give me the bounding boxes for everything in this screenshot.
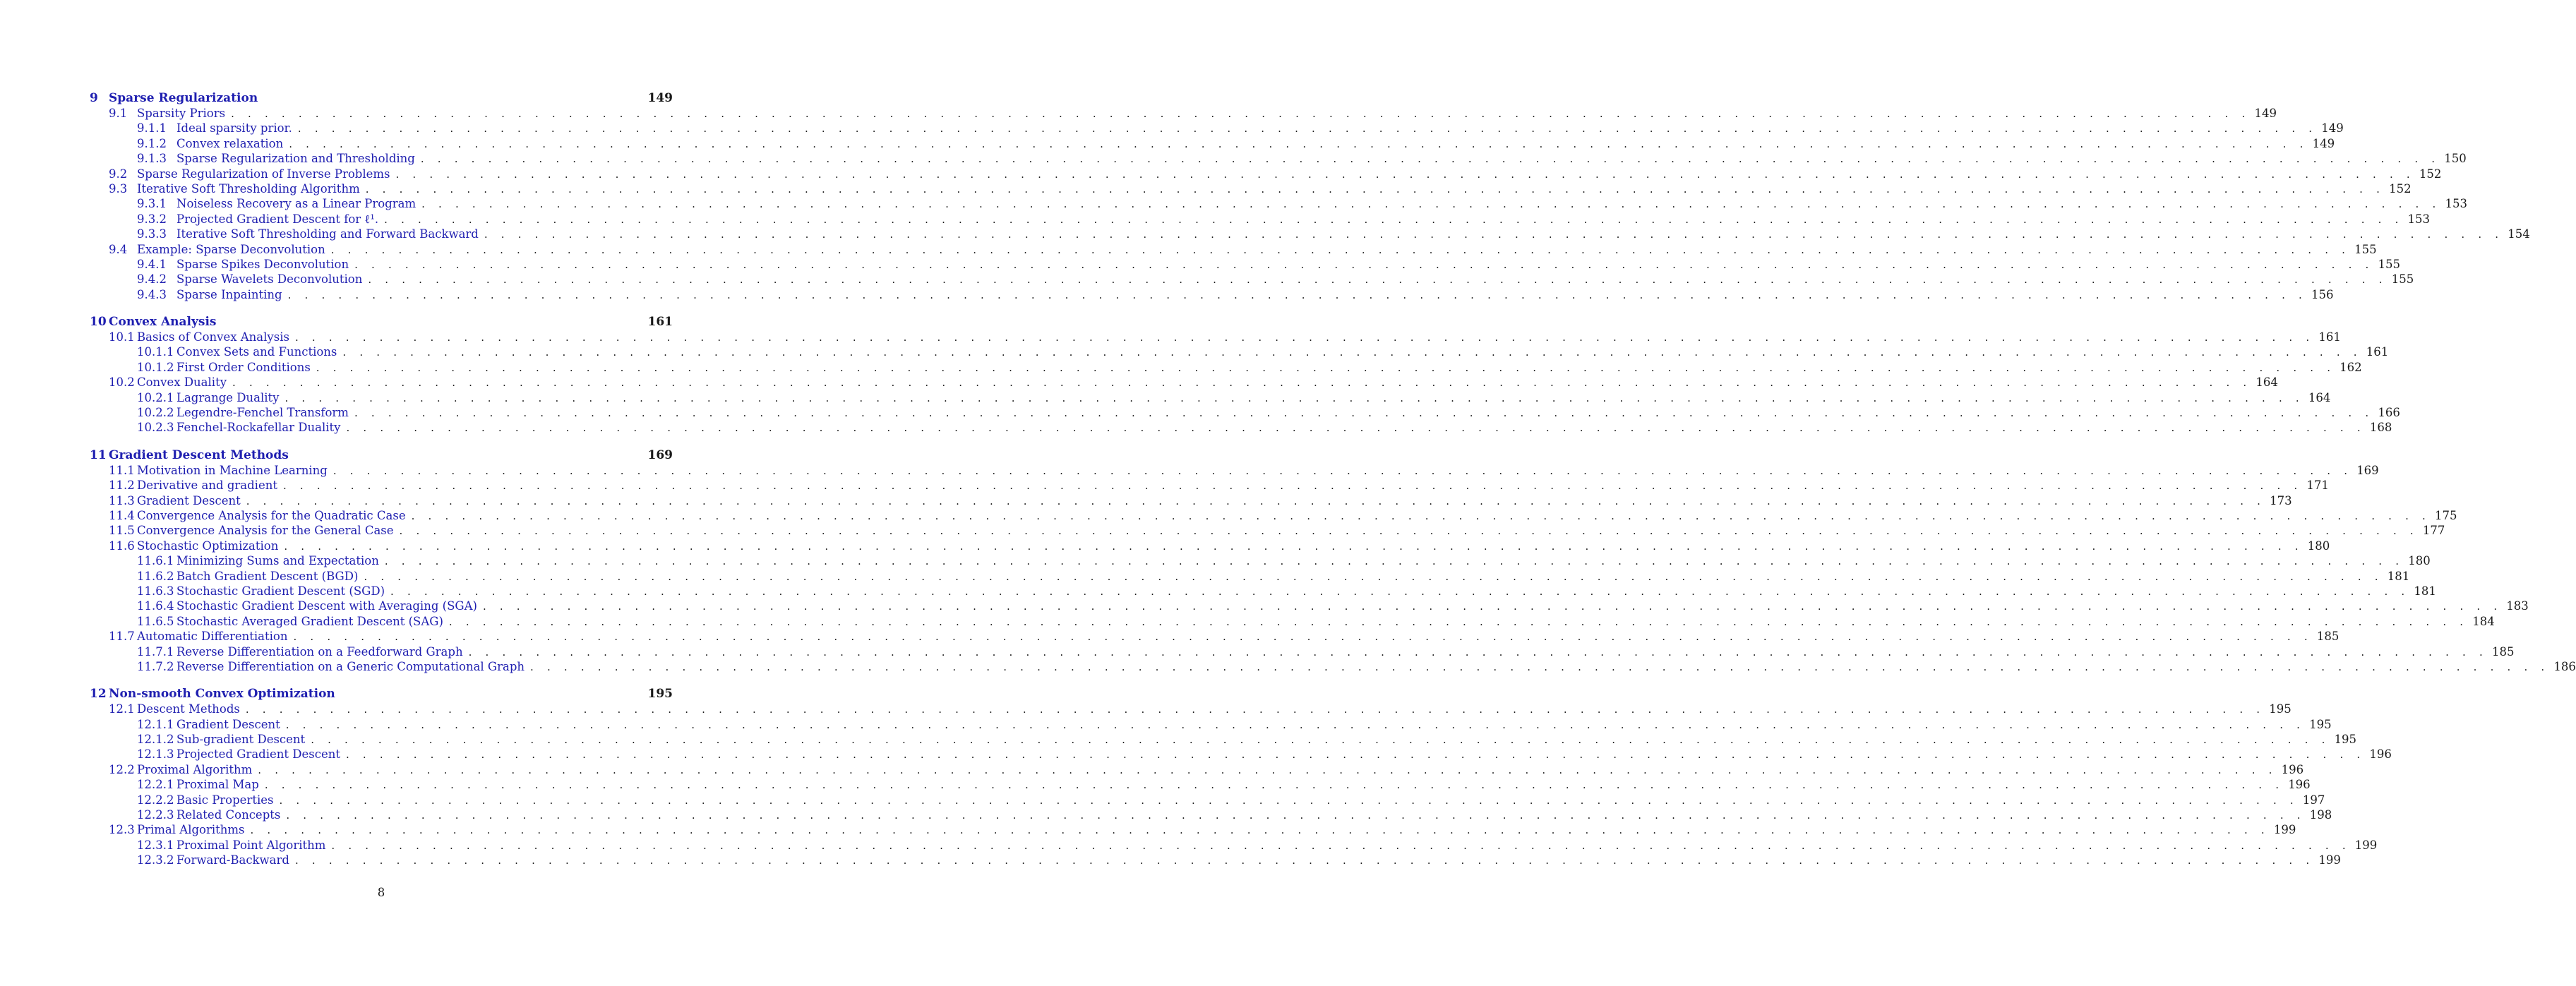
section-page: 185 xyxy=(2316,630,2340,644)
dot-leader: . . . . . . . . . . . . . . . . . . . . . . . . . . . . . . . . . . . . . . . . . . . . . . . . . . . . . . . . . . . . . . . . . . . . . . . . . . . . . . . . . . . . . . . . . . . . . . . . . . . . . . . . . . . . . . . . . . . . . . . . xyxy=(258,763,2277,776)
subsection-page: 153 xyxy=(2445,197,2467,211)
dot-leader: . . . . . . . . . . . . . . . . . . . . . . . . . . . . . . . . . . . . . . . . . . . . . . . . . . . . . . . . . . . . . . . . . . . . . . . . . . . . . . . . . . . . . . . . . . . . . . . . . . . . . . . . . . . . . . . . . . . . . . . . xyxy=(297,122,2318,136)
subsection-page: 156 xyxy=(2311,287,2334,301)
subsection-page: 150 xyxy=(2444,152,2467,166)
subsection-title: Sparse Spikes Deconvolution xyxy=(176,257,349,271)
toc-subsection-entry[interactable] xyxy=(90,599,2529,613)
section-page: 195 xyxy=(2269,702,2292,716)
toc-section-entry[interactable] xyxy=(90,508,2457,523)
subsection-page: 154 xyxy=(2508,227,2530,241)
toc-subsection-entry[interactable] xyxy=(90,717,2332,732)
subsection-title: Projected Gradient Descent xyxy=(176,747,340,762)
dot-leader: . . . . . . . . . . . . . . . . . . . . . . . . . . . . . . . . . . . . . . . . . . . . . . . . . . . . . . . . . . . . . . . . . . . . . . . . . . . . . . . . . . . . . . . . . . . . . . . . . . . . . . . . . . . . . . . . . . . . . . . . xyxy=(342,346,2362,359)
dot-leader: . . . . . . . . . . . . . . . . . . . . . . . . . . . . . . . . . . . . . . . . . . . . . . . . . . . . . . . . . . . . . . . . . . . . . . . . . . . . . . . . . . . . . . . . . . . . . . . . . . . . . . . . . . . . . . . . . . . . . . . . xyxy=(365,182,2385,196)
subsection-page: 195 xyxy=(2334,733,2357,747)
toc-subsection-entry[interactable] xyxy=(90,553,2431,568)
dot-leader: . . . . . . . . . . . . . . . . . . . . . . . . . . . . . . . . . . . . . . . . . . . . . . . . . . . . . . . . . . . . . . . . . . . . . . . . . . . . . . . . . . . . . . . . . . . . . . . . . . . . . . . . . . . . . . . . . . . . . . . . xyxy=(390,584,2410,598)
dot-leader: . . . . . . . . . . . . . . . . . . . . . . . . . . . . . . . . . . . . . . . . . . . . . . . . . . . . . . . . . . . . . . . . . . . . . . . . . . . . . . . . . . . . . . . . . . . . . . . . . . . . . . . . . . . . . . . . . . . . . . . . xyxy=(411,509,2431,522)
toc-subsection-entry[interactable] xyxy=(90,344,2389,359)
subsection-title: Fenchel-Rockafellar Duality xyxy=(176,421,341,435)
subsection-page: 183 xyxy=(2506,599,2529,613)
subsection-number: 11.6.3 xyxy=(137,584,174,598)
section-page: 152 xyxy=(2419,167,2442,181)
subsection-page: 199 xyxy=(2354,838,2378,852)
section-number: 12.1 xyxy=(109,702,135,716)
subsection-number: 10.1.1 xyxy=(137,345,174,359)
subsection-number: 9.3.3 xyxy=(137,227,167,241)
chapter-title: Non-smooth Convex Optimization xyxy=(109,687,335,702)
dot-leader: . . . . . . . . . . . . . . . . . . . . . . . . . . . . . . . . . . . . . . . . . . . . . . . . . . . . . . . . . . . . . . . . . . . . . . . . . . . . . . . . . . . . . . . . . . . . . . . . . . . . . . . . . . . . . . . . . . . . . . . . xyxy=(282,479,2303,493)
section-title: Convex Duality xyxy=(137,375,227,390)
subsection-title: Related Concepts xyxy=(176,808,281,822)
toc-subsection-entry[interactable] xyxy=(90,121,2344,136)
subsection-number: 11.6.5 xyxy=(137,614,174,628)
toc-subsection-entry[interactable] xyxy=(90,659,2576,674)
chapter-number: 12 xyxy=(90,687,107,702)
section-page: 175 xyxy=(2434,508,2457,522)
dot-leader: . . . . . . . . . . . . . . . . . . . . . . . . . . . . . . . . . . . . . . . . . . . . . . . . . . . . . . . . . . . . . . . . . . . . . . . . . . . . . . . . . . . . . . . . . . . . . . . . . . . . . . . . . . . . . . . . . . . . . . . . xyxy=(294,854,2315,867)
section-page: 149 xyxy=(2254,107,2277,120)
toc-chapter-entry[interactable] xyxy=(90,447,673,463)
subsection-title: Iterative Soft Thresholding and Forward Backward xyxy=(176,227,479,241)
section-number: 9.1 xyxy=(109,107,128,120)
dot-leader: . . . . . . . . . . . . . . . . . . . . . . . . . . . . . . . . . . . . . . . . . . . . . . . . . . . . . . . . . . . . . . . . . . . . . . . . . . . . . . . . . . . . . . . . . . . . . . . . . . . . . . . . . . . . . . . . . . . . . . . . xyxy=(384,555,2404,568)
toc-section-entry[interactable] xyxy=(90,242,2377,257)
chapter-page: 161 xyxy=(647,315,673,330)
dot-leader: . . . . . . . . . . . . . . . . . . . . . . . . . . . . . . . . . . . . . . . . . . . . . . . . . . . . . . . . . . . . . . . . . . . . . . . . . . . . . . . . . . . . . . . . . . . . . . . . . . . . . . . . . . . . . . . . . . . . . . . . xyxy=(293,630,2313,644)
subsection-number: 9.4.2 xyxy=(137,272,167,287)
toc-section-entry[interactable] xyxy=(90,762,2304,777)
chapter-title: Sparse Regularization xyxy=(109,91,258,105)
subsection-title: Batch Gradient Descent (BGD) xyxy=(176,569,359,583)
subsection-number: 12.3.2 xyxy=(137,853,174,867)
subsection-number: 12.1.3 xyxy=(137,747,174,762)
toc-subsection-entry[interactable] xyxy=(90,136,2335,151)
subsection-title: Projected Gradient Descent for ℓ¹. xyxy=(176,212,379,226)
section-number: 10.1 xyxy=(109,330,135,344)
toc-subsection-entry[interactable] xyxy=(90,793,2325,807)
subsection-page: 161 xyxy=(2366,345,2389,359)
dot-leader: . . . . . . . . . . . . . . . . . . . . . . . . . . . . . . . . . . . . . . . . . . . . . . . . . . . . . . . . . . . . . . . . . . . . . . . . . . . . . . . . . . . . . . . . . . . . . . . . . . . . . . . . . . . . . . . . . . . . . . . . xyxy=(346,421,2366,435)
subsection-page: 155 xyxy=(2378,257,2400,271)
dot-leader: . . . . . . . . . . . . . . . . . . . . . . . . . . . . . . . . . . . . . . . . . . . . . . . . . . . . . . . . . . . . . . . . . . . . . . . . . . . . . . . . . . . . . . . . . . . . . . . . . . . . . . . . . . . . . . . . . . . . . . . . xyxy=(484,228,2504,241)
subsection-page: 195 xyxy=(2309,717,2332,731)
toc-subsection-entry[interactable] xyxy=(90,584,2436,599)
dot-leader: . . . . . . . . . . . . . . . . . . . . . . . . . . . . . . . . . . . . . . . . . . . . . . . . . . . . . . . . . . . . . . . . . . . . . . . . . . . . . . . . . . . . . . . . . . . . . . . . . . . . . . . . . . . . . . . . . . . . . . . . xyxy=(331,838,2351,852)
toc-chapter-entry[interactable] xyxy=(90,90,673,106)
subsection-title: Proximal Point Algorithm xyxy=(176,838,326,852)
chapter-page: 195 xyxy=(647,687,673,702)
toc-subsection-entry[interactable] xyxy=(90,272,2414,287)
subsection-title: Lagrange Duality xyxy=(176,390,280,404)
dot-leader: . . . . . . . . . . . . . . . . . . . . . . . . . . . . . . . . . . . . . . . . . . . . . . . . . . . . . . . . . . . . . . . . . . . . . . . . . . . . . . . . . . . . . . . . . . . . . . . . . . . . . . . . . . . . . . . . . . . . . . . . xyxy=(286,809,2306,822)
subsection-page: 164 xyxy=(2308,390,2331,404)
dot-leader: . . . . . . . . . . . . . . . . . . . . . . . . . . . . . . . . . . . . . . . . . . . . . . . . . . . . . . . . . . . . . . . . . . . . . . . . . . . . . . . . . . . . . . . . . . . . . . . . . . . . . . . . . . . . . . . . . . . . . . . . xyxy=(448,615,2469,628)
dot-leader: . . . . . . . . . . . . . . . . . . . . . . . . . . . . . . . . . . . . . . . . . . . . . . . . . . . . . . . . . . . . . . . . . . . . . . . . . . . . . . . . . . . . . . . . . . . . . . . . . . . . . . . . . . . . . . . . . . . . . . . . xyxy=(364,570,2383,583)
subsection-number: 9.1.2 xyxy=(137,136,167,150)
dot-leader: . . . . . . . . . . . . . . . . . . . . . . . . . . . . . . . . . . . . . . . . . . . . . . . . . . . . . . . . . . . . . . . . . . . . . . . . . . . . . . . . . . . . . . . . . . . . . . . . . . . . . . . . . . . . . . . . . . . . . . . . xyxy=(530,660,2550,673)
toc-subsection-entry[interactable] xyxy=(90,360,2362,375)
subsection-title: Sparse Regularization and Thresholding xyxy=(176,152,415,166)
subsection-number: 11.7.1 xyxy=(137,644,174,659)
subsection-title: Noiseless Recovery as a Linear Program xyxy=(176,197,417,211)
subsection-number: 9.4.3 xyxy=(137,287,167,301)
subsection-page: 196 xyxy=(2288,778,2311,792)
subsection-page: 149 xyxy=(2312,136,2335,150)
subsection-number: 12.2.2 xyxy=(137,793,174,807)
toc-subsection-entry[interactable] xyxy=(90,196,2467,211)
section-title: Primal Algorithms xyxy=(137,823,245,837)
toc-subsection-entry[interactable] xyxy=(90,838,2378,853)
section-title: Proximal Algorithm xyxy=(137,762,253,776)
toc-section-entry[interactable] xyxy=(90,463,2379,478)
section-page: 152 xyxy=(2389,181,2412,196)
section-page: 164 xyxy=(2256,375,2278,390)
subsection-page: 199 xyxy=(2318,853,2341,867)
dot-leader: . . . . . . . . . . . . . . . . . . . . . . . . . . . . . . . . . . . . . . . . . . . . . . . . . . . . . . . . . . . . . . . . . . . . . . . . . . . . . . . . . . . . . . . . . . . . . . . . . . . . . . . . . . . . . . . . . . . . . . . . xyxy=(316,361,2336,374)
chapter-title: Convex Analysis xyxy=(109,315,217,330)
toc-chapter-entry[interactable] xyxy=(90,314,673,330)
toc-subsection-entry[interactable] xyxy=(90,644,2515,659)
dot-leader: . . . . . . . . . . . . . . . . . . . . . . . . . . . . . . . . . . . . . . . . . . . . . . . . . . . . . . . . . . . . . . . . . . . . . . . . . . . . . . . . . . . . . . . . . . . . . . . . . . . . . . . . . . . . . . . . . . . . . . . . xyxy=(246,494,2266,507)
toc-subsection-entry[interactable] xyxy=(90,777,2311,792)
dot-leader: . . . . . . . . . . . . . . . . . . . . . . . . . . . . . . . . . . . . . . . . . . . . . . . . . . . . . . . . . . . . . . . . . . . . . . . . . . . . . . . . . . . . . . . . . . . . . . . . . . . . . . . . . . . . . . . . . . . . . . . . xyxy=(421,198,2441,211)
subsection-page: 162 xyxy=(2340,360,2362,374)
subsection-number: 9.3.1 xyxy=(137,197,167,211)
subsection-number: 12.3.1 xyxy=(137,838,174,852)
dot-leader: . . . . . . . . . . . . . . . . . . . . . . . . . . . . . . . . . . . . . . . . . . . . . . . . . . . . . . . . . . . . . . . . . . . . . . . . . . . . . . . . . . . . . . . . . . . . . . . . . . . . . . . . . . . . . . . . . . . . . . . . xyxy=(420,152,2440,166)
dot-leader: . . . . . . . . . . . . . . . . . . . . . . . . . . . . . . . . . . . . . . . . . . . . . . . . . . . . . . . . . . . . . . . . . . . . . . . . . . . . . . . . . . . . . . . . . . . . . . . . . . . . . . . . . . . . . . . . . . . . . . . . xyxy=(232,376,2252,390)
subsection-title: Forward-Backward xyxy=(176,853,289,867)
section-number: 9.2 xyxy=(109,167,128,181)
subsection-title: Stochastic Gradient Descent (SGD) xyxy=(176,584,385,598)
subsection-title: Reverse Differentiation on a Generic Computational Graph xyxy=(176,659,525,673)
subsection-page: 186 xyxy=(2553,659,2576,673)
subsection-page: 155 xyxy=(2391,272,2414,287)
section-number: 12.3 xyxy=(109,823,135,837)
subsection-title: Ideal sparsity prior. xyxy=(176,121,292,136)
subsection-page: 184 xyxy=(2472,614,2495,628)
subsection-number: 9.3.2 xyxy=(137,212,167,226)
section-title: Sparse Regularization of Inverse Problems xyxy=(137,167,390,181)
dot-leader: . . . . . . . . . . . . . . . . . . . . . . . . . . . . . . . . . . . . . . . . . . . . . . . . . . . . . . . . . . . . . . . . . . . . . . . . . . . . . . . . . . . . . . . . . . . . . . . . . . . . . . . . . . . . . . . . . . . . . . . . xyxy=(482,600,2503,613)
toc-chapter-block xyxy=(90,447,2576,674)
dot-leader: . . . . . . . . . . . . . . . . . . . . . . . . . . . . . . . . . . . . . . . . . . . . . . . . . . . . . . . . . . . . . . . . . . . . . . . . . . . . . . . . . . . . . . . . . . . . . . . . . . . . . . . . . . . . . . . . . . . . . . . . xyxy=(399,524,2419,538)
subsection-number: 9.1.1 xyxy=(137,121,167,136)
section-page: 199 xyxy=(2273,823,2296,837)
toc-subsection-entry[interactable] xyxy=(90,747,2392,762)
subsection-title: Stochastic Averaged Gradient Descent (SAG) xyxy=(176,614,443,628)
section-title: Stochastic Optimization xyxy=(137,539,279,553)
toc-subsection-entry[interactable] xyxy=(90,569,2410,584)
subsection-title: Convex Sets and Functions xyxy=(176,345,337,359)
section-page: 155 xyxy=(2354,242,2377,256)
subsection-page: 198 xyxy=(2309,808,2332,822)
subsection-number: 10.2.1 xyxy=(137,390,174,404)
toc-subsection-entry[interactable] xyxy=(90,614,2495,629)
toc-subsection-entry[interactable] xyxy=(90,257,2400,272)
subsection-number: 12.1.1 xyxy=(137,717,174,731)
subsection-page: 153 xyxy=(2407,212,2431,226)
subsection-title: Reverse Differentiation on a Feedforward Graph xyxy=(176,644,463,659)
section-page: 173 xyxy=(2270,493,2292,507)
dot-leader: . . . . . . . . . . . . . . . . . . . . . . . . . . . . . . . . . . . . . . . . . . . . . . . . . . . . . . . . . . . . . . . . . . . . . . . . . . . . . . . . . . . . . . . . . . . . . . . . . . . . . . . . . . . . . . . . . . . . . . . . xyxy=(354,407,2374,420)
toc-section-entry[interactable] xyxy=(90,539,2330,553)
section-page: 169 xyxy=(2356,463,2379,477)
subsection-title: Sparse Inpainting xyxy=(176,287,282,301)
section-page: 177 xyxy=(2422,524,2445,538)
subsection-page: 181 xyxy=(2414,584,2436,598)
toc-chapter-block xyxy=(90,686,2392,867)
section-title: Convergence Analysis for the Quadratic Case xyxy=(137,508,406,522)
section-number: 11.6 xyxy=(109,539,135,553)
toc-section-entry[interactable] xyxy=(90,106,2277,121)
toc-chapter-entry[interactable] xyxy=(90,686,673,702)
subsection-title: Legendre-Fenchel Transform xyxy=(176,406,349,420)
chapter-number: 11 xyxy=(90,447,107,462)
section-number: 10.2 xyxy=(109,375,135,390)
subsection-number: 10.2.2 xyxy=(137,406,174,420)
dot-leader: . . . . . . . . . . . . . . . . . . . . . . . . . . . . . . . . . . . . . . . . . . . . . . . . . . . . . . . . . . . . . . . . . . . . . . . . . . . . . . . . . . . . . . . . . . . . . . . . . . . . . . . . . . . . . . . . . . . . . . . . xyxy=(245,703,2265,716)
subsection-number: 11.6.4 xyxy=(137,599,174,613)
chapter-title: Gradient Descent Methods xyxy=(109,447,289,462)
section-number: 11.7 xyxy=(109,630,135,644)
toc-subsection-entry[interactable] xyxy=(90,405,2400,420)
subsection-page: 166 xyxy=(2378,406,2400,420)
subsection-page: 149 xyxy=(2321,121,2344,136)
subsection-number: 11.6.2 xyxy=(137,569,174,583)
dot-leader: . . . . . . . . . . . . . . . . . . . . . . . . . . . . . . . . . . . . . . . . . . . . . . . . . . . . . . . . . . . . . . . . . . . . . . . . . . . . . . . . . . . . . . . . . . . . . . . . . . . . . . . . . . . . . . . . . . . . . . . . xyxy=(264,778,2284,792)
toc-section-entry[interactable] xyxy=(90,493,2292,508)
subsection-title: First Order Conditions xyxy=(176,360,311,374)
subsection-number: 10.1.2 xyxy=(137,360,174,374)
dot-leader: . . . . . . . . . . . . . . . . . . . . . . . . . . . . . . . . . . . . . . . . . . . . . . . . . . . . . . . . . . . . . . . . . . . . . . . . . . . . . . . . . . . . . . . . . . . . . . . . . . . . . . . . . . . . . . . . . . . . . . . . xyxy=(384,212,2404,226)
dot-leader: . . . . . . . . . . . . . . . . . . . . . . . . . . . . . . . . . . . . . . . . . . . . . . . . . . . . . . . . . . . . . . . . . . . . . . . . . . . . . . . . . . . . . . . . . . . . . . . . . . . . . . . . . . . . . . . . . . . . . . . . xyxy=(333,464,2353,477)
subsection-number: 11.7.2 xyxy=(137,659,174,673)
toc-section-entry[interactable] xyxy=(90,330,2341,344)
subsection-page: 185 xyxy=(2491,644,2515,659)
subsection-number: 12.1.2 xyxy=(137,733,174,747)
section-title: Gradient Descent xyxy=(137,493,241,507)
section-title: Derivative and gradient xyxy=(137,479,277,493)
toc-subsection-entry[interactable] xyxy=(90,420,2392,435)
section-number: 12.2 xyxy=(109,762,135,776)
subsection-number: 10.2.3 xyxy=(137,421,174,435)
subsection-number: 12.2.1 xyxy=(137,778,174,792)
toc-subsection-entry[interactable] xyxy=(90,227,2530,241)
subsection-title: Gradient Descent xyxy=(176,717,280,731)
page-number: 8 xyxy=(377,886,385,899)
section-title: Example: Sparse Deconvolution xyxy=(137,242,325,256)
dot-leader: . . . . . . . . . . . . . . . . . . . . . . . . . . . . . . . . . . . . . . . . . . . . . . . . . . . . . . . . . . . . . . . . . . . . . . . . . . . . . . . . . . . . . . . . . . . . . . . . . . . . . . . . . . . . . . . . . . . . . . . . xyxy=(287,288,2307,301)
chapter-number: 9 xyxy=(90,91,98,105)
section-number: 11.2 xyxy=(109,479,135,493)
table-of-contents xyxy=(90,90,2576,880)
dot-leader: . . . . . . . . . . . . . . . . . . . . . . . . . . . . . . . . . . . . . . . . . . . . . . . . . . . . . . . . . . . . . . . . . . . . . . . . . . . . . . . . . . . . . . . . . . . . . . . . . . . . . . . . . . . . . . . . . . . . . . . . xyxy=(395,167,2415,181)
dot-leader: . . . . . . . . . . . . . . . . . . . . . . . . . . . . . . . . . . . . . . . . . . . . . . . . . . . . . . . . . . . . . . . . . . . . . . . . . . . . . . . . . . . . . . . . . . . . . . . . . . . . . . . . . . . . . . . . . . . . . . . . xyxy=(345,748,2366,762)
subsection-page: 196 xyxy=(2369,747,2392,762)
dot-leader: . . . . . . . . . . . . . . . . . . . . . . . . . . . . . . . . . . . . . . . . . . . . . . . . . . . . . . . . . . . . . . . . . . . . . . . . . . . . . . . . . . . . . . . . . . . . . . . . . . . . . . . . . . . . . . . . . . . . . . . . xyxy=(250,824,2270,837)
subsection-number: 9.1.3 xyxy=(137,152,167,166)
subsection-title: Proximal Map xyxy=(176,778,259,792)
toc-section-entry[interactable] xyxy=(90,375,2278,390)
section-title: Automatic Differentiation xyxy=(137,630,288,644)
dot-leader: . . . . . . . . . . . . . . . . . . . . . . . . . . . . . . . . . . . . . . . . . . . . . . . . . . . . . . . . . . . . . . . . . . . . . . . . . . . . . . . . . . . . . . . . . . . . . . . . . . . . . . . . . . . . . . . . . . . . . . . . xyxy=(294,331,2315,344)
subsection-page: 180 xyxy=(2408,554,2431,568)
subsection-page: 197 xyxy=(2302,793,2325,807)
toc-section-entry[interactable] xyxy=(90,167,2442,181)
toc-chapter-block xyxy=(90,90,2530,302)
chapter-number: 10 xyxy=(90,315,107,330)
subsection-title: Stochastic Gradient Descent with Averaging (SGA) xyxy=(176,599,477,613)
subsection-title: Sparse Wavelets Deconvolution xyxy=(176,272,363,287)
subsection-page: 168 xyxy=(2369,421,2392,435)
subsection-title: Minimizing Sums and Expectation xyxy=(176,554,379,568)
section-title: Sparsity Priors xyxy=(137,107,226,120)
dot-leader: . . . . . . . . . . . . . . . . . . . . . . . . . . . . . . . . . . . . . . . . . . . . . . . . . . . . . . . . . . . . . . . . . . . . . . . . . . . . . . . . . . . . . . . . . . . . . . . . . . . . . . . . . . . . . . . . . . . . . . . . xyxy=(330,243,2351,256)
chapter-page: 149 xyxy=(647,91,673,105)
section-title: Motivation in Machine Learning xyxy=(137,463,328,477)
toc-subsection-entry[interactable] xyxy=(90,212,2431,227)
toc-subsection-entry[interactable] xyxy=(90,287,2334,302)
chapter-page: 169 xyxy=(647,447,673,462)
subsection-title: Sub-gradient Descent xyxy=(176,733,306,747)
dot-leader: . . . . . . . . . . . . . . . . . . . . . . . . . . . . . . . . . . . . . . . . . . . . . . . . . . . . . . . . . . . . . . . . . . . . . . . . . . . . . . . . . . . . . . . . . . . . . . . . . . . . . . . . . . . . . . . . . . . . . . . . xyxy=(285,718,2306,731)
toc-subsection-entry[interactable] xyxy=(90,390,2331,405)
toc-subsection-entry[interactable] xyxy=(90,151,2467,166)
subsection-number: 9.4.1 xyxy=(137,257,167,271)
section-number: 11.3 xyxy=(109,493,135,507)
dot-leader: . . . . . . . . . . . . . . . . . . . . . . . . . . . . . . . . . . . . . . . . . . . . . . . . . . . . . . . . . . . . . . . . . . . . . . . . . . . . . . . . . . . . . . . . . . . . . . . . . . . . . . . . . . . . . . . . . . . . . . . . xyxy=(284,391,2304,404)
subsection-number: 11.6.1 xyxy=(137,554,174,568)
section-number: 9.4 xyxy=(109,242,128,256)
toc-subsection-entry[interactable] xyxy=(90,732,2357,747)
toc-section-entry[interactable] xyxy=(90,478,2329,493)
toc-section-entry[interactable] xyxy=(90,702,2292,716)
section-title: Basics of Convex Analysis xyxy=(137,330,289,344)
toc-section-entry[interactable] xyxy=(90,181,2412,196)
subsection-title: Basic Properties xyxy=(176,793,274,807)
section-number: 9.3 xyxy=(109,181,128,196)
subsection-page: 181 xyxy=(2387,569,2410,583)
section-page: 196 xyxy=(2281,762,2304,776)
dot-leader: . . . . . . . . . . . . . . . . . . . . . . . . . . . . . . . . . . . . . . . . . . . . . . . . . . . . . . . . . . . . . . . . . . . . . . . . . . . . . . . . . . . . . . . . . . . . . . . . . . . . . . . . . . . . . . . . . . . . . . . . xyxy=(279,793,2299,807)
subsection-number: 12.2.3 xyxy=(137,808,174,822)
section-page: 180 xyxy=(2307,539,2330,553)
dot-leader: . . . . . . . . . . . . . . . . . . . . . . . . . . . . . . . . . . . . . . . . . . . . . . . . . . . . . . . . . . . . . . . . . . . . . . . . . . . . . . . . . . . . . . . . . . . . . . . . . . . . . . . . . . . . . . . . . . . . . . . . xyxy=(311,733,2330,747)
dot-leader: . . . . . . . . . . . . . . . . . . . . . . . . . . . . . . . . . . . . . . . . . . . . . . . . . . . . . . . . . . . . . . . . . . . . . . . . . . . . . . . . . . . . . . . . . . . . . . . . . . . . . . . . . . . . . . . . . . . . . . . . xyxy=(354,258,2374,271)
toc-subsection-entry[interactable] xyxy=(90,807,2332,822)
dot-leader: . . . . . . . . . . . . . . . . . . . . . . . . . . . . . . . . . . . . . . . . . . . . . . . . . . . . . . . . . . . . . . . . . . . . . . . . . . . . . . . . . . . . . . . . . . . . . . . . . . . . . . . . . . . . . . . . . . . . . . . . xyxy=(289,137,2308,150)
toc-chapter-block xyxy=(90,314,2400,435)
toc-section-entry[interactable] xyxy=(90,822,2296,837)
toc-section-entry[interactable] xyxy=(90,629,2340,644)
toc-section-entry[interactable] xyxy=(90,523,2445,538)
dot-leader: . . . . . . . . . . . . . . . . . . . . . . . . . . . . . . . . . . . . . . . . . . . . . . . . . . . . . . . . . . . . . . . . . . . . . . . . . . . . . . . . . . . . . . . . . . . . . . . . . . . . . . . . . . . . . . . . . . . . . . . . xyxy=(284,539,2304,553)
section-number: 11.5 xyxy=(109,524,135,538)
section-number: 11.4 xyxy=(109,508,135,522)
dot-leader: . . . . . . . . . . . . . . . . . . . . . . . . . . . . . . . . . . . . . . . . . . . . . . . . . . . . . . . . . . . . . . . . . . . . . . . . . . . . . . . . . . . . . . . . . . . . . . . . . . . . . . . . . . . . . . . . . . . . . . . . xyxy=(368,273,2388,287)
section-title: Descent Methods xyxy=(137,702,240,716)
section-number: 11.1 xyxy=(109,463,135,477)
subsection-title: Convex relaxation xyxy=(176,136,284,150)
section-title: Convergence Analysis for the General Case xyxy=(137,524,394,538)
section-page: 171 xyxy=(2306,479,2329,493)
section-page: 161 xyxy=(2318,330,2341,344)
dot-leader: . . . . . . . . . . . . . . . . . . . . . . . . . . . . . . . . . . . . . . . . . . . . . . . . . . . . . . . . . . . . . . . . . . . . . . . . . . . . . . . . . . . . . . . . . . . . . . . . . . . . . . . . . . . . . . . . . . . . . . . . xyxy=(231,107,2251,120)
toc-subsection-entry[interactable] xyxy=(90,853,2341,867)
dot-leader: . . . . . . . . . . . . . . . . . . . . . . . . . . . . . . . . . . . . . . . . . . . . . . . . . . . . . . . . . . . . . . . . . . . . . . . . . . . . . . . . . . . . . . . . . . . . . . . . . . . . . . . . . . . . . . . . . . . . . . . . xyxy=(468,645,2488,659)
section-title: Iterative Soft Thresholding Algorithm xyxy=(137,181,360,196)
